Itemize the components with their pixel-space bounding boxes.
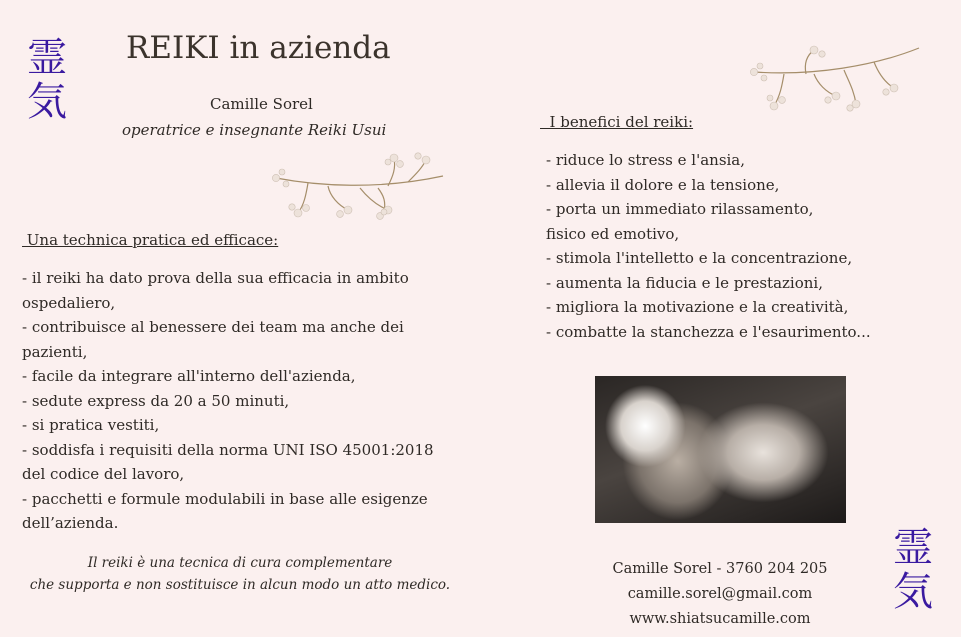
kanji-rei: 霊 [893, 525, 933, 571]
reiki-session-photo [595, 376, 846, 523]
list-item: - porta un immediato rilassamento, [546, 200, 814, 218]
right-section-heading: I benefici del reiki: [540, 113, 694, 131]
left-section-heading: Una technica pratica ed efficace: [22, 231, 279, 249]
contact-name-phone: Camille Sorel - 3760 204 205 [612, 561, 828, 577]
list-item: ospedaliero, [22, 293, 116, 312]
contact-block [580, 557, 860, 632]
author-role: operatrice e insegnante Reiki Usui [122, 121, 387, 139]
contact-email[interactable]: camille.sorel@gmail.com [627, 586, 813, 602]
list-item: del codice del lavoro, [22, 465, 185, 483]
disclaimer-line-2: che supporta e non sostituisce in alcun modo un atto medico. [29, 577, 451, 593]
author-name: Camille Sorel [210, 95, 313, 113]
reiki-kanji-bottom-right [888, 526, 938, 614]
medical-disclaimer [0, 552, 480, 596]
list-item: - stimola l'intelletto e la concentrazione, [546, 249, 853, 267]
contact-website[interactable]: www.shiatsucamille.com [629, 611, 811, 627]
list-item: - soddisfa i requisiti della norma UNI ISO 45001:2018 [22, 440, 434, 459]
list-item: - facile da integrare all'interno dell'azienda, [22, 367, 356, 385]
list-item: - aumenta la fiducia e le prestazioni, [546, 273, 823, 292]
kanji-rei: 霊 [27, 35, 67, 81]
list-item: - pacchetti e formule modulabili in base alle esigenze [22, 489, 428, 508]
berry-branch-left-illustration [268, 150, 448, 225]
page-title: REIKI in azienda [126, 30, 391, 66]
list-item: - riduce lo stress e l'ansia, [546, 151, 746, 169]
list-item: dell’azienda. [22, 514, 119, 532]
left-benefits-list [22, 266, 434, 536]
reiki-kanji-top-left [22, 36, 72, 124]
list-item: - combatte la stanchezza e l'esaurimento... [546, 322, 871, 341]
kanji-ki: 気 [893, 569, 933, 615]
list-item: - contribuisce al benessere dei team ma anche dei [22, 318, 404, 336]
berry-branch-right-illustration [744, 44, 924, 122]
list-item: - si pratica vestiti, [22, 416, 160, 434]
kanji-ki: 気 [27, 79, 67, 125]
list-item: - migliora la motivazione e la creatività, [546, 298, 849, 316]
list-item: - allevia il dolore e la tensione, [546, 175, 780, 194]
list-item: - il reiki ha dato prova della sua efficacia in ambito [22, 269, 409, 287]
list-item: - sedute express da 20 a 50 minuti, [22, 391, 290, 410]
right-benefits-list [546, 148, 871, 344]
list-item: pazienti, [22, 342, 88, 361]
list-item: fisico ed emotivo, [546, 224, 680, 243]
disclaimer-line-1: Il reiki è una tecnica di cura complementare [87, 555, 393, 571]
